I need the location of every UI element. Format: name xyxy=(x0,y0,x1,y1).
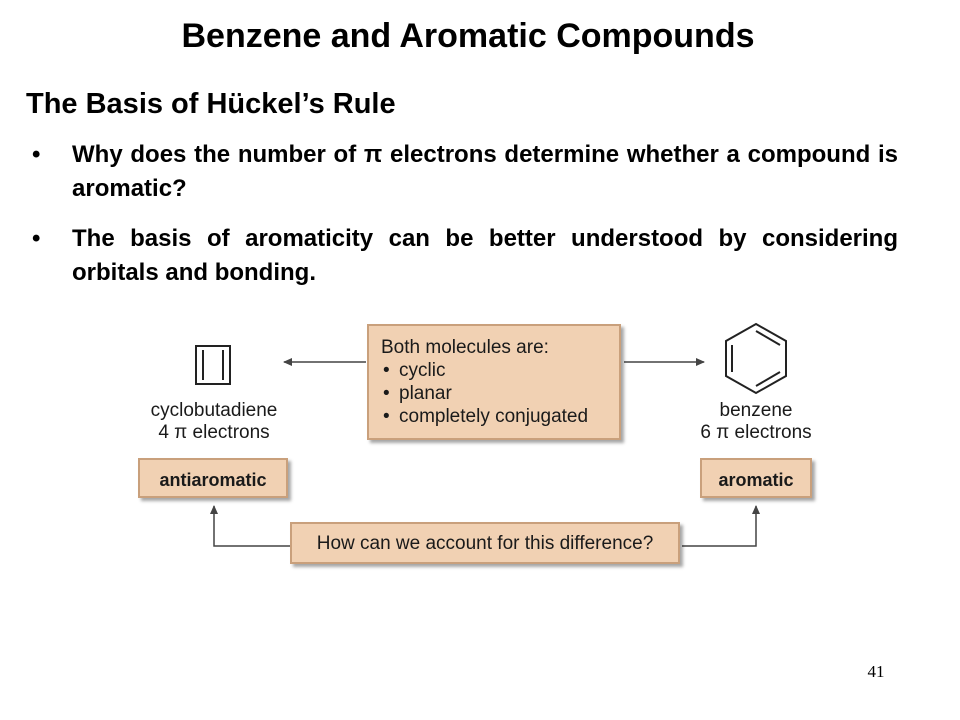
shared-properties-heading: Both molecules are: xyxy=(381,337,549,358)
cyclobutadiene-label xyxy=(134,400,294,444)
bullet-dot-icon: • xyxy=(383,383,390,404)
slide-title: Benzene and Aromatic Compounds xyxy=(181,17,755,55)
aromaticity-diagram xyxy=(130,316,830,576)
bullet-dot-icon: • xyxy=(383,360,390,381)
list-item xyxy=(381,405,607,428)
list-item xyxy=(381,359,607,382)
benzene-structure-icon xyxy=(726,324,786,393)
bullet-text: The basis of aromaticity can be better understood by considering orbitals and bonding. xyxy=(72,225,898,286)
list-item xyxy=(381,382,607,405)
bullet-dot-icon: • xyxy=(32,141,41,168)
question-box: How can we account for this difference? xyxy=(290,522,680,564)
antiaromatic-box: antiaromatic xyxy=(138,458,288,498)
slide-subtitle: The Basis of Hückel’s Rule xyxy=(26,88,396,120)
electron-count: 6 π electrons xyxy=(700,422,812,443)
molecule-name: benzene xyxy=(719,400,793,421)
benzene-label xyxy=(686,400,826,444)
bullet-item xyxy=(32,138,898,206)
electron-count: 4 π electrons xyxy=(158,422,270,443)
bullet-dot-icon: • xyxy=(383,406,390,427)
arrow-to-aromatic xyxy=(682,506,756,546)
shared-properties-box xyxy=(367,324,621,440)
property-text: cyclic xyxy=(399,360,446,381)
aromatic-box: aromatic xyxy=(700,458,812,498)
arrow-to-antiaromatic xyxy=(214,506,290,546)
property-text: planar xyxy=(399,383,452,404)
molecule-name: cyclobutadiene xyxy=(150,400,278,421)
bullet-dot-icon: • xyxy=(32,225,41,252)
property-text: completely conjugated xyxy=(399,406,589,427)
shared-properties-list xyxy=(381,359,607,428)
bullet-text: Why does the number of π electrons determine whether a compound is aromatic? xyxy=(72,141,898,202)
page-number: 41 xyxy=(867,662,885,681)
bullet-item xyxy=(32,222,898,290)
bullet-list xyxy=(32,138,898,306)
cyclobutadiene-structure-icon xyxy=(196,346,230,384)
